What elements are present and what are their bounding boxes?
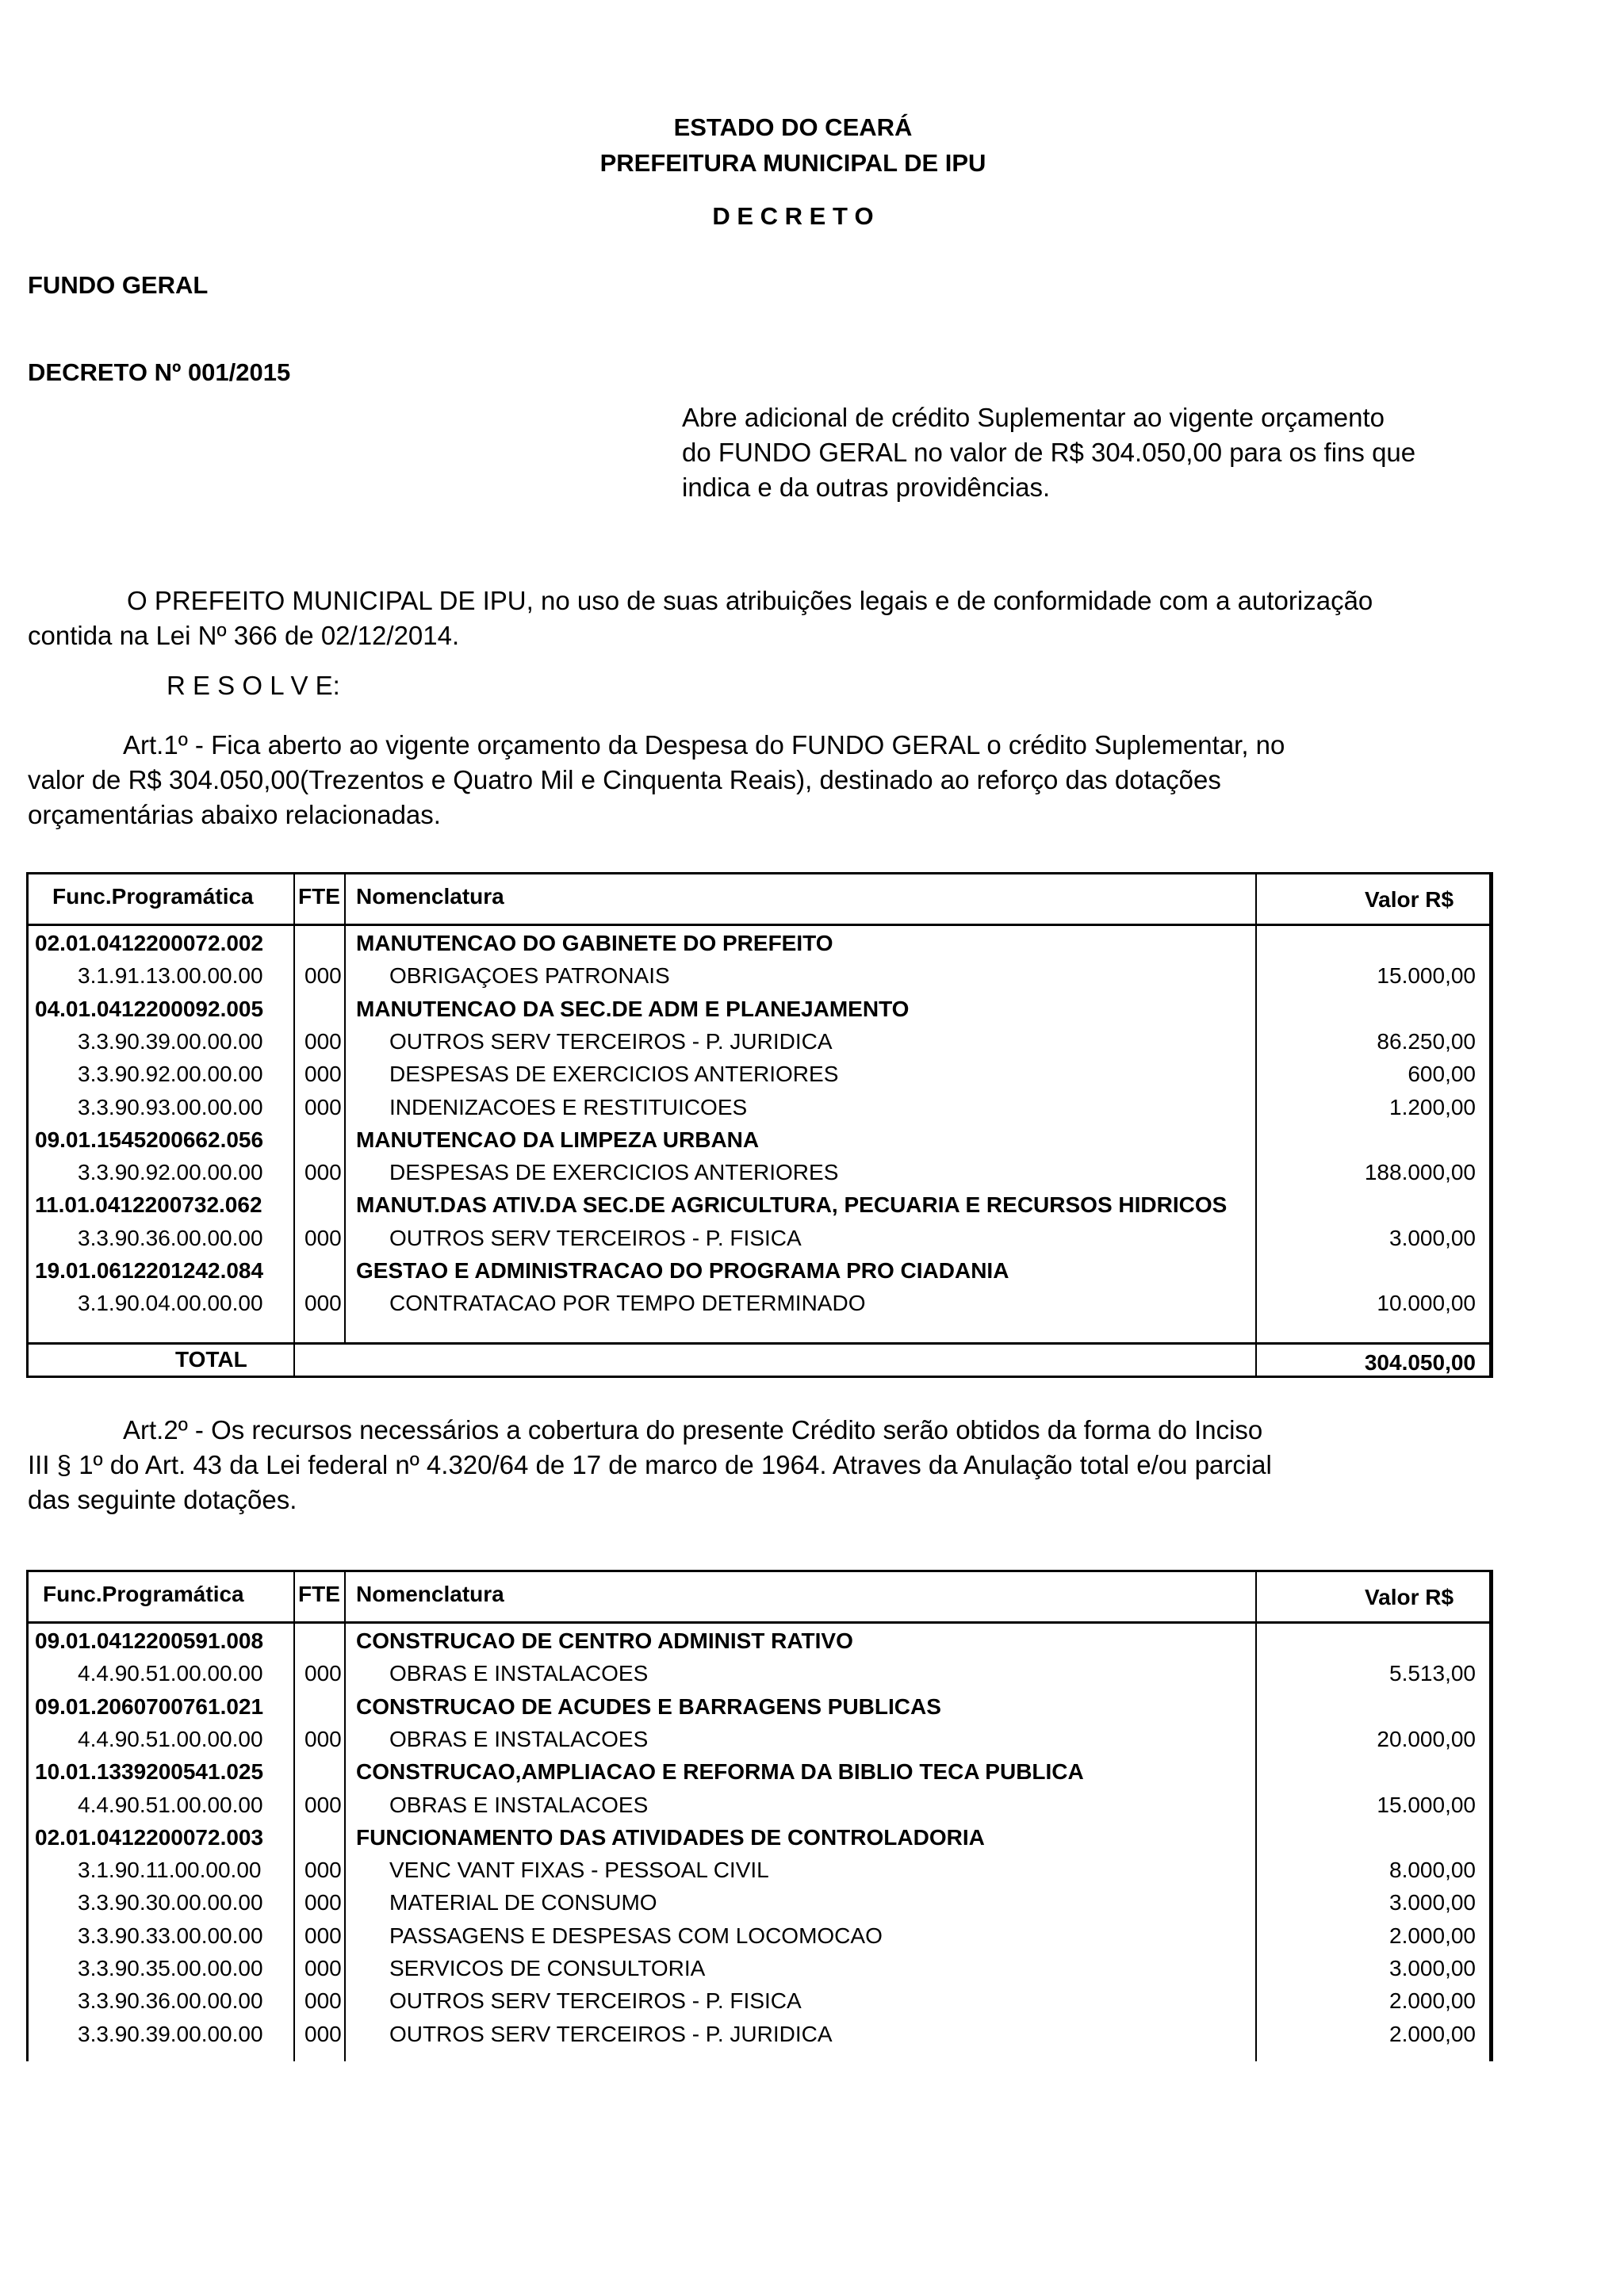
expense-code: 3.1.90.11.00.00.00 [78, 1858, 262, 1883]
fte-code: 000 [304, 963, 342, 989]
expense-code: 3.1.91.13.00.00.00 [78, 963, 263, 989]
fte-code: 000 [304, 1726, 342, 1751]
art2-line-3: das seguinte dotações. [28, 1485, 297, 1514]
expense-description: OUTROS SERV TERCEIROS - P. JURIDICA [389, 1028, 833, 1054]
fte-code: 000 [304, 1291, 342, 1316]
expense-value: 2.000,00 [1389, 1923, 1476, 1948]
program-name: CONSTRUCAO DE CENTRO ADMINIST RATIVO [356, 1628, 853, 1653]
expense-code: 3.3.90.92.00.00.00 [78, 1062, 263, 1087]
expense-value: 2.000,00 [1389, 2021, 1476, 2046]
expense-value: 15.000,00 [1377, 963, 1476, 989]
program-code: 09.01.1545200662.056 [35, 1127, 264, 1152]
fte-code: 000 [304, 2021, 342, 2046]
credit-table [26, 872, 1493, 1378]
decree-number: DECRETO Nº 001/2015 [28, 358, 291, 386]
expense-value: 10.000,00 [1377, 1291, 1476, 1316]
fte-code: 000 [304, 1028, 342, 1054]
resolve-heading: R E S O L V E: [167, 671, 340, 700]
fte-code: 000 [304, 1858, 342, 1883]
header-valor: Valor R$ [1365, 1585, 1454, 1609]
expense-value: 3.000,00 [1389, 1890, 1476, 1915]
expense-code: 4.4.90.51.00.00.00 [78, 1792, 263, 1817]
art2-line-1: Art.2º - Os recursos necessários a cobertura do presente Crédito serão obtidos da forma do Inciso [123, 1415, 1263, 1445]
header-fte: FTE [298, 884, 340, 909]
table-header [29, 1572, 1489, 1624]
expense-value: 15.000,00 [1377, 1792, 1476, 1817]
art1-line-2: valor de R$ 304.050,00(Trezentos e Quatro Mil e Cinquenta Reais), destinado ao reforço das dotações [28, 765, 1221, 794]
fte-code: 000 [304, 1956, 342, 1980]
program-name: MANUTENCAO DA SEC.DE ADM E PLANEJAMENTO [356, 996, 910, 1021]
expense-code: 4.4.90.51.00.00.00 [78, 1661, 263, 1686]
program-code: 09.01.2060700761.021 [35, 1693, 264, 1719]
header-fte: FTE [298, 1582, 340, 1606]
expense-code: 4.4.90.51.00.00.00 [78, 1726, 263, 1751]
header-nomenclatura: Nomenclatura [356, 884, 504, 909]
expense-description: DESPESAS DE EXERCICIOS ANTERIORES [389, 1062, 839, 1087]
expense-value: 3.000,00 [1389, 1956, 1476, 1980]
program-name: GESTAO E ADMINISTRACAO DO PROGRAMA PRO CIADANIA [356, 1258, 1009, 1283]
expense-description: OUTROS SERV TERCEIROS - P. FISICA [389, 1988, 802, 2014]
program-code: 04.01.0412200092.005 [35, 996, 264, 1021]
expense-description: OBRAS E INSTALACOES [389, 1792, 649, 1817]
expense-value: 86.250,00 [1377, 1028, 1476, 1054]
art2-line-2: III § 1º do Art. 43 da Lei federal nº 4.320/64 de 17 de marco de 1964. Atraves da Anulação total e/ou parcial [28, 1450, 1272, 1479]
municipality-title: PREFEITURA MUNICIPAL DE IPU [599, 149, 986, 177]
expense-code: 3.3.90.33.00.00.00 [78, 1923, 263, 1948]
expense-description: OUTROS SERV TERCEIROS - P. JURIDICA [389, 2021, 833, 2046]
expense-value: 20.000,00 [1377, 1726, 1476, 1751]
expense-code: 3.3.90.93.00.00.00 [78, 1094, 263, 1119]
fte-code: 000 [304, 1792, 342, 1817]
program-code: 19.01.0612201242.084 [35, 1258, 264, 1283]
fte-code: 000 [304, 1890, 342, 1915]
art1-line-3: orçamentárias abaixo relacionadas. [28, 800, 441, 829]
expense-value: 8.000,00 [1389, 1858, 1476, 1883]
fte-code: 000 [304, 1923, 342, 1948]
summary-line-2: do FUNDO GERAL no valor de R$ 304.050,00 para os fins que [682, 438, 1416, 467]
fte-code: 000 [304, 1225, 342, 1250]
expense-description: SERVICOS DE CONSULTORIA [389, 1956, 706, 1980]
art1-line-1: Art.1º - Fica aberto ao vigente orçamento da Despesa do FUNDO GERAL o crédito Suplementar, no [123, 730, 1285, 760]
program-code: 02.01.0412200072.002 [35, 931, 264, 955]
intro-line-1: O PREFEITO MUNICIPAL DE IPU, no uso de suas atribuições legais e de conformidade com a autorização [127, 586, 1373, 615]
program-code: 11.01.0412200732.062 [35, 1192, 262, 1218]
expense-value: 2.000,00 [1389, 1988, 1476, 2014]
expense-code: 3.3.90.39.00.00.00 [78, 2021, 263, 2046]
expense-description: INDENIZACOES E RESTITUICOES [389, 1094, 748, 1119]
expense-description: VENC VANT FIXAS - PESSOAL CIVIL [389, 1858, 769, 1883]
fte-code: 000 [304, 1661, 342, 1686]
expense-value: 1.200,00 [1389, 1094, 1476, 1119]
expense-code: 3.3.90.39.00.00.00 [78, 1028, 263, 1054]
expense-description: CONTRATACAO POR TEMPO DETERMINADO [389, 1291, 866, 1316]
program-name: MANUTENCAO DO GABINETE DO PREFEITO [356, 931, 833, 955]
expense-code: 3.3.90.30.00.00.00 [78, 1890, 263, 1915]
program-code: 10.01.1339200541.025 [35, 1759, 264, 1785]
expense-code: 3.3.90.36.00.00.00 [78, 1988, 263, 2014]
program-name: CONSTRUCAO,AMPLIACAO E REFORMA DA BIBLIO TECA PUBLICA [356, 1759, 1084, 1785]
expense-description: DESPESAS DE EXERCICIOS ANTERIORES [389, 1160, 839, 1185]
expense-code: 3.1.90.04.00.00.00 [78, 1291, 263, 1316]
summary-line-3: indica e da outras providências. [682, 473, 1051, 502]
expense-description: MATERIAL DE CONSUMO [389, 1890, 657, 1915]
expense-description: OUTROS SERV TERCEIROS - P. FISICA [389, 1225, 802, 1250]
intro-line-2: contida na Lei Nº 366 de 02/12/2014. [28, 621, 460, 650]
total-value: 304.050,00 [1364, 1350, 1476, 1375]
fte-code: 000 [304, 1094, 342, 1119]
expense-description: OBRAS E INSTALACOES [389, 1726, 649, 1751]
expense-value: 600,00 [1408, 1062, 1476, 1087]
fund-name: FUNDO GERAL [28, 271, 209, 299]
expense-code: 3.3.90.92.00.00.00 [78, 1160, 263, 1185]
expense-description: OBRIGAÇOES PATRONAIS [389, 963, 670, 989]
fte-code: 000 [304, 1988, 342, 2014]
header-func: Func.Programática [43, 1582, 244, 1606]
program-code: 02.01.0412200072.003 [35, 1824, 264, 1850]
header-func: Func.Programática [52, 884, 254, 909]
header-nomenclatura: Nomenclatura [356, 1582, 504, 1606]
expense-description: PASSAGENS E DESPESAS COM LOCOMOCAO [389, 1923, 883, 1948]
expense-code: 3.3.90.35.00.00.00 [78, 1956, 263, 1980]
program-name: MANUT.DAS ATIV.DA SEC.DE AGRICULTURA, PECUARIA E RECURSOS HIDRICOS [356, 1192, 1228, 1218]
fte-code: 000 [304, 1062, 342, 1087]
program-name: CONSTRUCAO DE ACUDES E BARRAGENS PUBLICAS [356, 1693, 941, 1719]
summary-line-1: Abre adicional de crédito Suplementar ao vigente orçamento [682, 403, 1385, 432]
expense-value: 3.000,00 [1389, 1225, 1476, 1250]
fte-code: 000 [304, 1160, 342, 1185]
program-name: FUNCIONAMENTO DAS ATIVIDADES DE CONTROLADORIA [356, 1824, 985, 1850]
document-type: D E C R E T O [712, 202, 874, 230]
header-valor: Valor R$ [1365, 887, 1454, 912]
program-code: 09.01.0412200591.008 [35, 1628, 264, 1653]
expense-value: 188.000,00 [1364, 1160, 1476, 1185]
state-title: ESTADO DO CEARÁ [673, 113, 913, 141]
annulment-table [26, 1570, 1493, 2061]
expense-code: 3.3.90.36.00.00.00 [78, 1225, 263, 1250]
program-name: MANUTENCAO DA LIMPEZA URBANA [356, 1127, 760, 1152]
total-label: TOTAL [175, 1347, 247, 1372]
expense-value: 5.513,00 [1389, 1661, 1476, 1686]
expense-description: OBRAS E INSTALACOES [389, 1661, 649, 1686]
